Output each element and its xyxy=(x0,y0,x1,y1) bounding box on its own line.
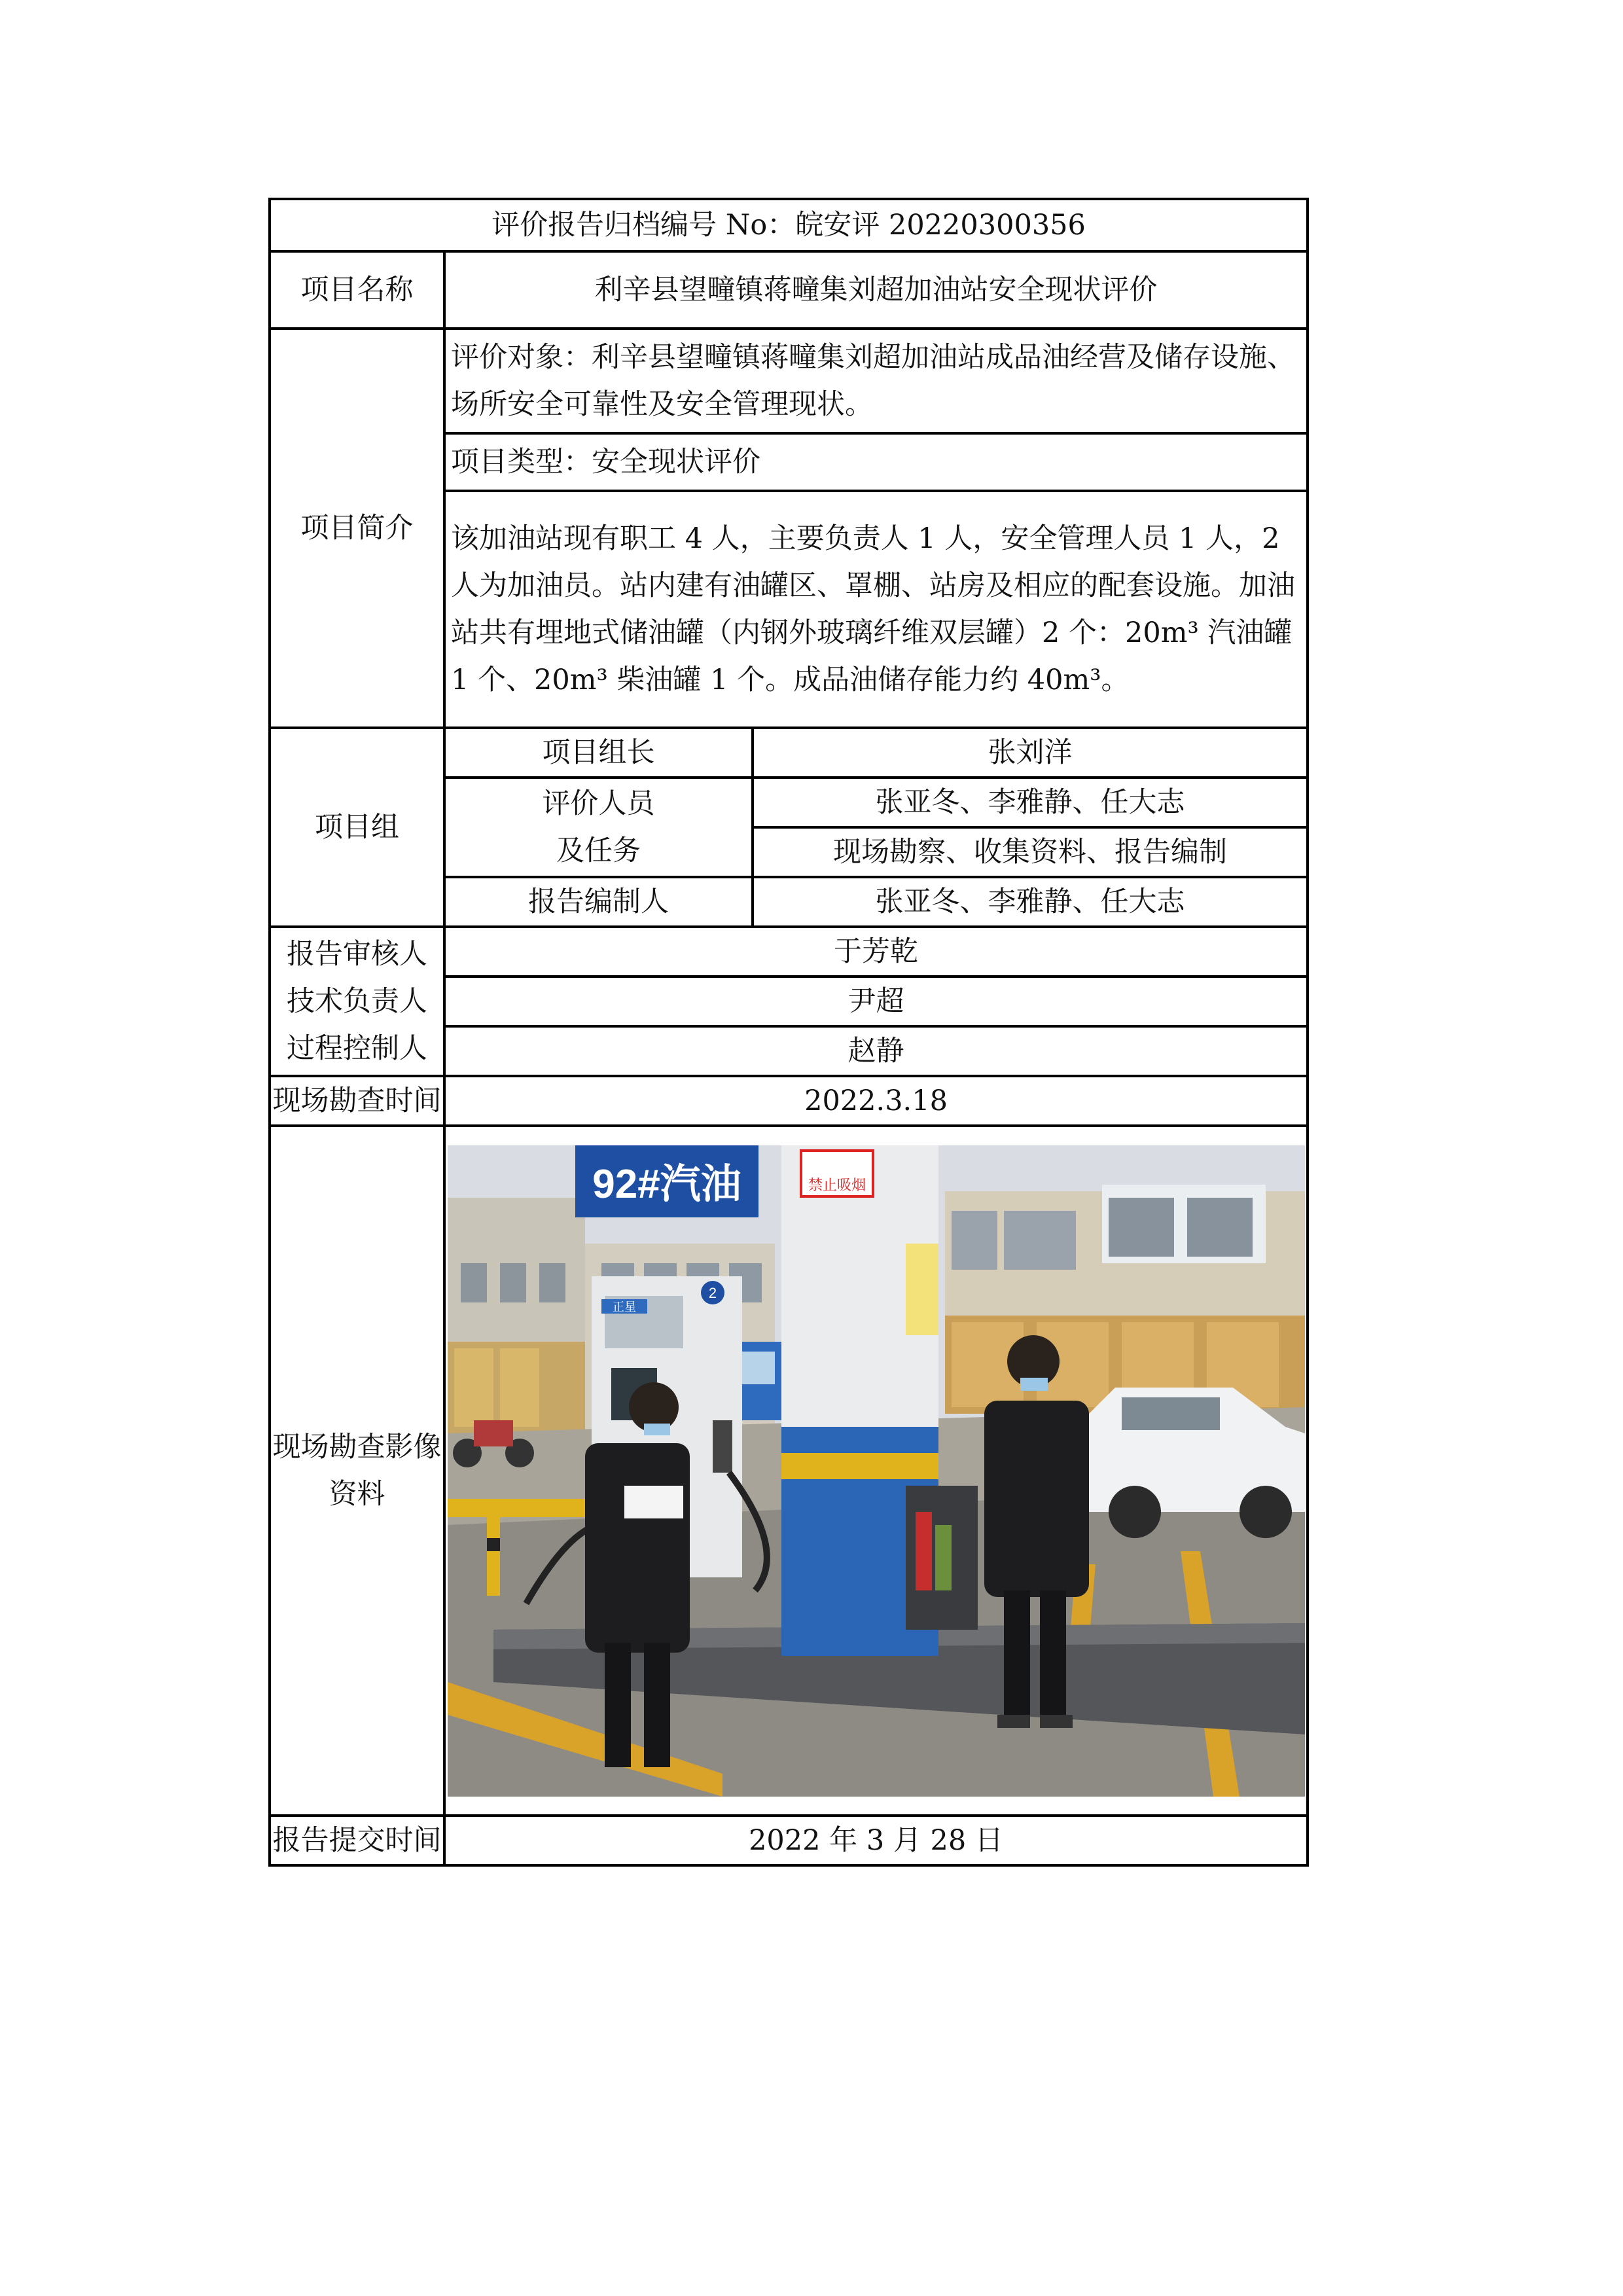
team-label: 项目组 xyxy=(270,728,444,927)
submit-time-label: 报告提交时间 xyxy=(270,1816,444,1865)
process-control-label: 过程控制人 xyxy=(287,1032,427,1065)
project-intro-label: 项目简介 xyxy=(270,329,444,728)
survey-image-label xyxy=(270,1126,444,1816)
evaluation-table xyxy=(268,198,1309,1867)
report-author-label: 报告编制人 xyxy=(444,877,753,927)
tech-lead-label: 技术负责人 xyxy=(287,985,427,1018)
evaluation-object: 评价对象：利辛县望疃镇蒋疃集刘超加油站成品油经营及储存设施、场所安全可靠性及安全管理现状。 xyxy=(444,329,1308,433)
survey-time-label: 现场勘查时间 xyxy=(270,1076,444,1126)
evaluators-label-line-1: 评价人员 xyxy=(542,787,655,820)
evaluators-label-line-2: 及任务 xyxy=(556,834,641,867)
reviewer-value: 于芳乾 xyxy=(444,927,1308,977)
submit-time-value: 2022 年 3 月 28 日 xyxy=(444,1816,1308,1865)
evaluators-tasks: 现场勘察、收集资料、报告编制 xyxy=(753,827,1308,877)
team-leader-value: 张刘洋 xyxy=(753,728,1308,778)
survey-image-label-line-1: 现场勘查影像 xyxy=(272,1431,442,1463)
evaluators-value: 张亚冬、李雅静、任大志 xyxy=(753,778,1308,827)
survey-time-value: 2022.3.18 xyxy=(444,1076,1308,1126)
svg-text:92#汽油: 92#汽油 xyxy=(592,1161,741,1207)
team-leader-label: 项目组长 xyxy=(444,728,753,778)
svg-text:禁止吸烟: 禁止吸烟 xyxy=(808,1176,866,1193)
project-type: 项目类型：安全现状评价 xyxy=(444,433,1308,491)
archive-number: 评价报告归档编号 No：皖安评 20220300356 xyxy=(270,199,1308,251)
project-description: 该加油站现有职工 4 人，主要负责人 1 人，安全管理人员 1 人，2 人为加油员。站内建有油罐区、罩棚、站房及相应的配套设施。加油站共有埋地式储油罐（内钢外玻璃纤维双层罐）2 个：20m³ 汽油罐 1 个、20m³ 柴油罐 1 个。成品油储存能力约 40m³。 xyxy=(444,491,1308,728)
project-name-label: 项目名称 xyxy=(270,251,444,329)
survey-photo xyxy=(448,1145,1305,1797)
tech-lead-value: 尹超 xyxy=(444,977,1308,1026)
reviewer-label: 报告审核人 xyxy=(287,938,427,971)
survey-image-label-line-2: 资料 xyxy=(329,1478,385,1511)
process-control-value: 赵静 xyxy=(444,1026,1308,1076)
svg-text:正星: 正星 xyxy=(612,1300,636,1314)
report-author-value: 张亚冬、李雅静、任大志 xyxy=(753,877,1308,927)
svg-text:2: 2 xyxy=(708,1284,717,1301)
project-name-value: 利辛县望疃镇蒋疃集刘超加油站安全现状评价 xyxy=(444,251,1308,329)
evaluators-label xyxy=(444,778,753,877)
review-labels xyxy=(270,927,444,1076)
survey-photo-cell xyxy=(444,1126,1308,1816)
evaluation-form xyxy=(268,198,1306,1867)
